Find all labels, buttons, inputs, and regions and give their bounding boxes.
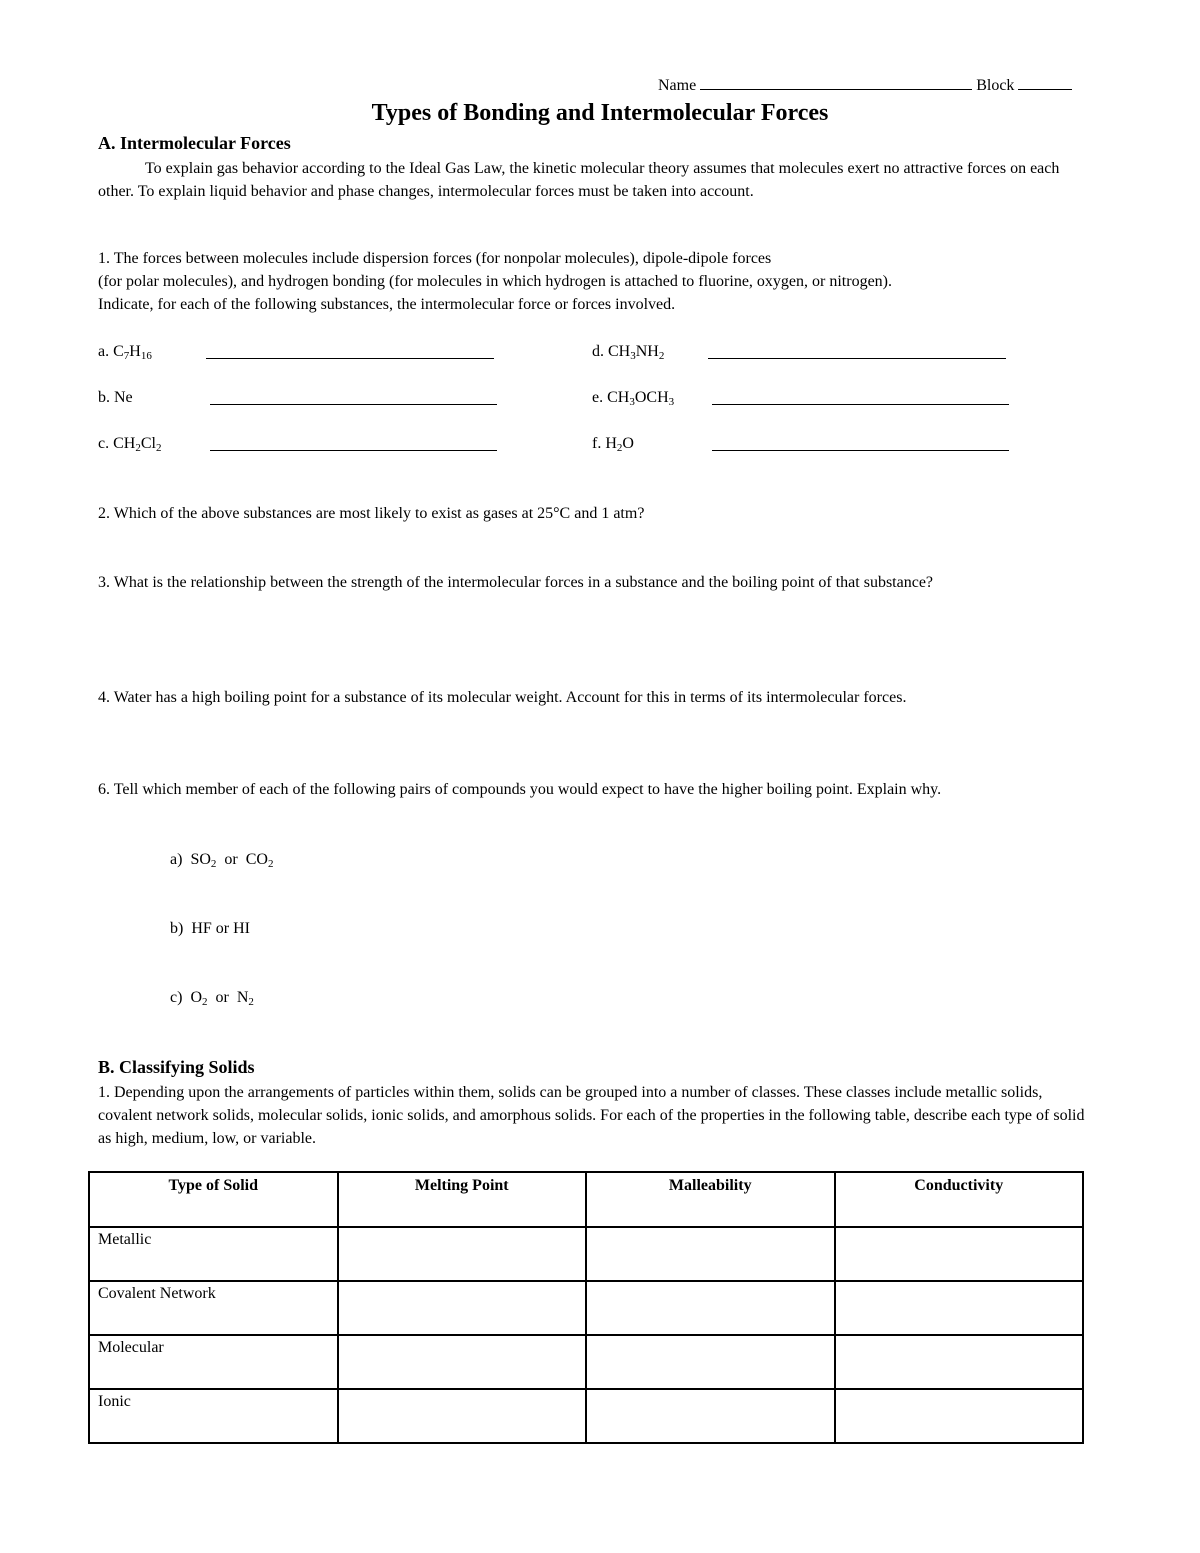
header-type-of-solid: Type of Solid: [89, 1172, 338, 1227]
table-row: [89, 1389, 1083, 1443]
section-a-intro: [98, 157, 1098, 203]
substance-f-answer-line[interactable]: [712, 435, 1009, 451]
answer-cell[interactable]: [835, 1281, 1084, 1335]
q1-line-2: (for polar molecules), and hydrogen bonding (for molecules in which hydrogen is attached to fluorine, oxygen, or nitrogen).: [98, 273, 892, 290]
row-label-ionic: Ionic: [89, 1389, 338, 1443]
table-header-row: [89, 1172, 1083, 1227]
section-a-heading: A. Intermolecular Forces: [98, 133, 291, 153]
substance-f: [592, 432, 634, 455]
answer-cell[interactable]: [586, 1227, 835, 1281]
header-conductivity: Conductivity: [835, 1172, 1084, 1227]
substance-d: [592, 340, 664, 363]
substance-c-answer-line[interactable]: [210, 435, 497, 451]
answer-cell[interactable]: [835, 1389, 1084, 1443]
answer-cell[interactable]: [338, 1389, 587, 1443]
table-row: [89, 1281, 1083, 1335]
table-row: [89, 1335, 1083, 1389]
answer-cell[interactable]: [338, 1227, 587, 1281]
pair-c-or: or: [215, 989, 229, 1006]
question-4: 4. Water has a high boiling point for a substance of its molecular weight. Account for this in terms of its intermolecular forces.: [98, 689, 907, 706]
section-b-question-1: 1. Depending upon the arrangements of particles within them, solids can be grouped into a number of classes. These classes include metallic solids, covalent network solids, molecular solids, ionic solids, and amorphous solids. For each of the properties in the following table, describe each type of solid as high, medium, low, or variable.: [98, 1084, 1085, 1147]
substance-f-formula: $H_2O$: [605, 435, 634, 454]
substance-e-answer-line[interactable]: [712, 389, 1009, 405]
substance-a-label: a.: [98, 343, 110, 360]
header-melting-point: Melting Point: [338, 1172, 587, 1227]
question-1: [98, 247, 1098, 316]
substance-e-label: e.: [592, 389, 604, 406]
pair-a-or: or: [224, 851, 238, 868]
page-title: Types of Bonding and Intermolecular Forces: [371, 100, 829, 126]
pair-b-label: b): [170, 920, 184, 937]
question-6: 6. Tell which member of each of the following pairs of compounds you would expect to have the higher boiling point. Explain why.: [98, 781, 942, 798]
answer-cell[interactable]: [338, 1281, 587, 1335]
q1-line-3: Indicate, for each of the following substances, the intermolecular force or forces involved.: [98, 296, 676, 313]
block-label: Block: [976, 77, 1015, 94]
block-input-line[interactable]: [1018, 73, 1072, 90]
answer-cell[interactable]: [586, 1281, 835, 1335]
substance-c-label: c.: [98, 435, 110, 452]
pair-b-text: HF or HI: [191, 920, 250, 937]
row-label-molecular: Molecular: [89, 1335, 338, 1389]
pair-b: [170, 917, 250, 940]
row-label-covalent-network: Covalent Network: [89, 1281, 338, 1335]
substance-e: [592, 386, 674, 409]
substance-d-label: d.: [592, 343, 604, 360]
substance-c: [98, 432, 161, 455]
pair-a-label: a): [170, 851, 183, 868]
solids-table: [88, 1171, 1084, 1444]
question-3: 3. What is the relationship between the strength of the intermolecular forces in a substance and the boiling point of that substance?: [98, 574, 934, 591]
q1-line-1: 1. The forces between molecules include dispersion forces (for nonpolar molecules), dipole-dipole forces: [98, 250, 772, 267]
answer-cell[interactable]: [586, 1389, 835, 1443]
name-label: Name: [658, 77, 697, 94]
substance-b-label: b.: [98, 389, 110, 406]
name-input-line[interactable]: [700, 73, 972, 90]
row-label-metallic: Metallic: [89, 1227, 338, 1281]
question-2: 2. Which of the above substances are most likely to exist as gases at 25°C and 1 atm?: [98, 505, 645, 522]
answer-cell[interactable]: [835, 1335, 1084, 1389]
substance-c-formula: $CH_2Cl_2$: [113, 435, 162, 454]
answer-cell[interactable]: [338, 1335, 587, 1389]
substance-a: [98, 340, 152, 363]
pair-c-formula-2: $N_2$: [236, 989, 254, 1008]
substance-a-answer-line[interactable]: [206, 343, 494, 359]
pair-c-label: c): [170, 989, 183, 1006]
substance-b: [98, 386, 133, 409]
answer-cell[interactable]: [586, 1335, 835, 1389]
pair-a: [170, 848, 273, 871]
substance-a-formula: $C_7H_{16}$: [113, 343, 152, 362]
intro-text: To explain gas behavior according to the Ideal Gas Law, the kinetic molecular theory assumes that molecules exert no attractive forces on each other. To explain liquid behavior and phase changes, intermolecular forces must be taken into account.: [98, 160, 1060, 200]
substance-d-answer-line[interactable]: [708, 343, 1006, 359]
section-b-heading: B. Classifying Solids: [98, 1057, 255, 1077]
name-block-line: [658, 73, 1072, 97]
pair-a-formula-1: $SO_2$: [190, 851, 217, 870]
header-malleability: Malleability: [586, 1172, 835, 1227]
pair-c-formula-1: $O_2$: [190, 989, 208, 1008]
substance-f-label: f.: [592, 435, 602, 452]
pair-a-formula-2: $CO_2$: [245, 851, 274, 870]
answer-cell[interactable]: [835, 1227, 1084, 1281]
substance-d-formula: $CH_3NH_2$: [608, 343, 665, 362]
table-row: [89, 1227, 1083, 1281]
pair-c: [170, 986, 254, 1009]
substance-e-formula: $CH_3OCH_3$: [607, 389, 675, 408]
substance-b-formula: Ne: [114, 389, 133, 406]
substance-b-answer-line[interactable]: [210, 389, 497, 405]
